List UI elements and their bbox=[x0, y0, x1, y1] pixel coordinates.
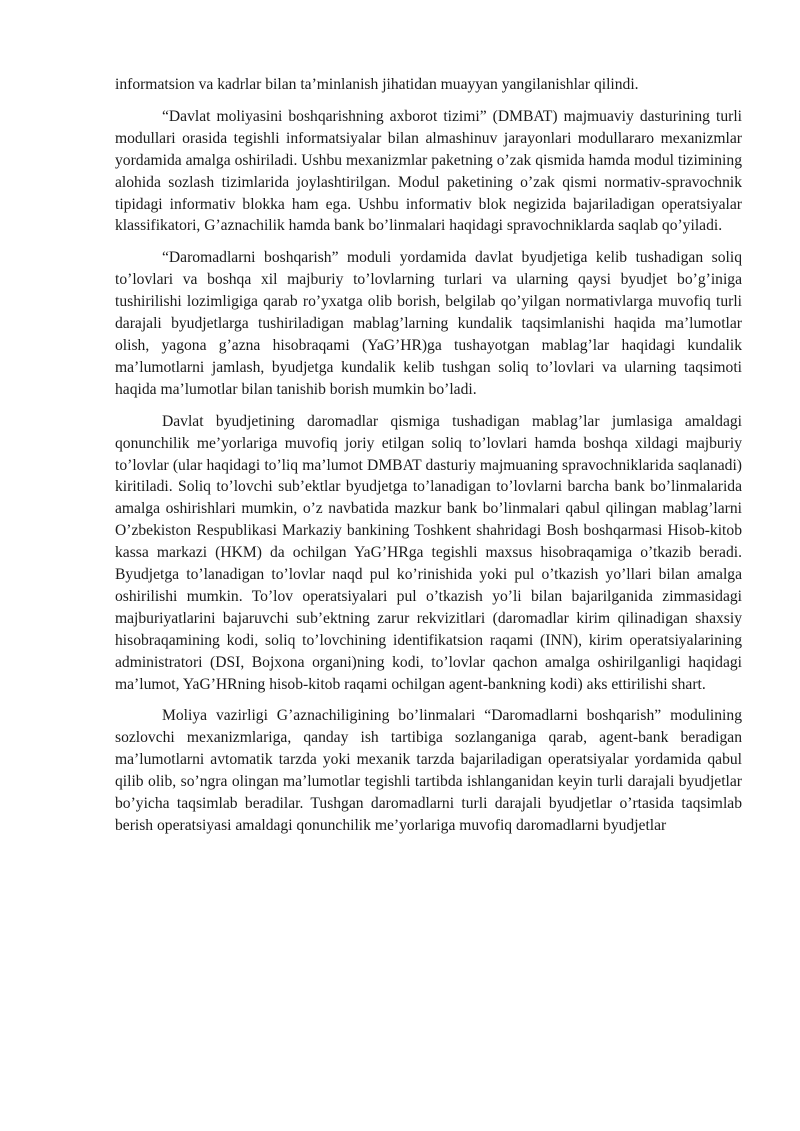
paragraph-continuation: informatsion va kadrlar bilan ta’minlanish jihatidan muayyan yangilanishlar qilindi. bbox=[115, 76, 639, 93]
document-page bbox=[115, 74, 742, 847]
paragraph-revenue-module: “Daromadlarni boshqarish” moduli yordamida davlat byudjetiga kelib tushadigan soliq to’lovlari va boshqa xil majburiy to’lovlarning turlari va ularning qaysi byudjet bo’g’iniga tushirilishi lozimligiga qarab ro’yxatga olib borish, belgilab qo’yilgan normativlarga muvofiq turli darajali byudjetlarga tushiriladigan mablag’larning kundalik taqsimlanishi haqida ma’lumotlar olish, yagona g’azna hisobraqami (YaG’HR)ga tushayotgan mablag’lar haqidagi kundalik ma’lumotlarni jamlash, byudjetga kundalik kelib tushgan soliq to’lovlari va ularning taqsimoti haqida ma’lumotlar bilan tanishib borish mumkin bo’ladi. bbox=[115, 249, 742, 398]
paragraph-treasury-units: Moliya vazirligi G’aznachiligining bo’linmalari “Daromadlarni boshqarish” modulining sozlovchi mexanizmlariga, qanday ish tartibiga sozlanganiga qarab, agent-bank beradigan ma’lumotlarni avtomatik tarzda yoki mexanik tarzda bajariladigan operatsiyalar yordamida qabul qilib olib, so’ngra olingan ma’lumotlar tegishli tartibda ishlanganidan keyin turli darajali byudjetlar bo’yicha taqsimlab beradilar. Tushgan daromadlarni turli darajali byudjetlar o’rtasida taqsimlab berish operatsiyasi amaldagi qonunchilik me’yorlariga muvofiq daromadlarni byudjetlar bbox=[115, 707, 742, 834]
paragraph-dmbat: “Davlat moliyasini boshqarishning axborot tizimi” (DMBAT) majmuaviy dasturining turli modullari orasida tegishli informatsiyalar bilan almashinuv jarayonlari modullararo mexanizmlar yordamida amalga oshiriladi. Ushbu mexanizmlar paketning o’zak qismida hamda modul tizimining alohida sozlash tizimlarida joylashtirilgan. Modul paketining o’zak qismi normativ-spravochnik tipidagi informativ blokka ham ega. Ushbu informativ blok negizida bajariladigan operatsiyalar klassifikatori, G’aznachilik hamda bank bo’linmalari haqidagi spravochniklarda saqlab qo’yiladi. bbox=[115, 107, 742, 235]
paragraph-budget-revenues: Davlat byudjetining daromadlar qismiga tushadigan mablag’lar jumlasiga amaldagi qonunchilik me’yorlariga muvofiq joriy etilgan soliq to’lovlari hamda boshqa xildagi majburiy to’lovlar (ular haqidagi to’liq ma’lumot DMBAT dasturiy majmuaning spravochniklarida saqlanadi) kiritiladi. Soliq to’lovchi sub’ektlar byudjetga to’lanadigan to’lovlarni barcha bank bo’linmalarida amalga oshirishlari mumkin, o’z navbatida mazkur bank bo’linmalari qabul qilingan mablag’larni O’zbekiston Respublikasi Markaziy bankining Toshkent shahridagi Bosh boshqarmasi Hisob-kitob kassa markazi (HKM) da ochilgan YaG’HRga tegishli maxsus hisobraqamiga o’tkazib beradi. Byudjetga to’lanadigan to’lovlar naqd pul ko’rinishida yoki pul o’tkazish yo’llari bilan amalga oshirilishi mumkin. To’lov operatsiyalari pul o’tkazish yo’li bilan bajarilganida zimmasidagi majburiyatlarini bajaruvchi sub’ektning zarur rekvizitlari (daromadlar kirim qilinadigan shaxsiy hisobraqamining kodi, soliq to’lovchining identifikatsion raqami (INN), kirim operatsiyalarining administratori (DSI, Bojxona organi)ning kodi, to’lovlar qachon amalga oshirilganligi haqidagi ma’lumot, YaG’HRning hisob-kitob raqami ochilgan agent-bankning kodi) aks ettirilishi shart. bbox=[115, 412, 742, 693]
